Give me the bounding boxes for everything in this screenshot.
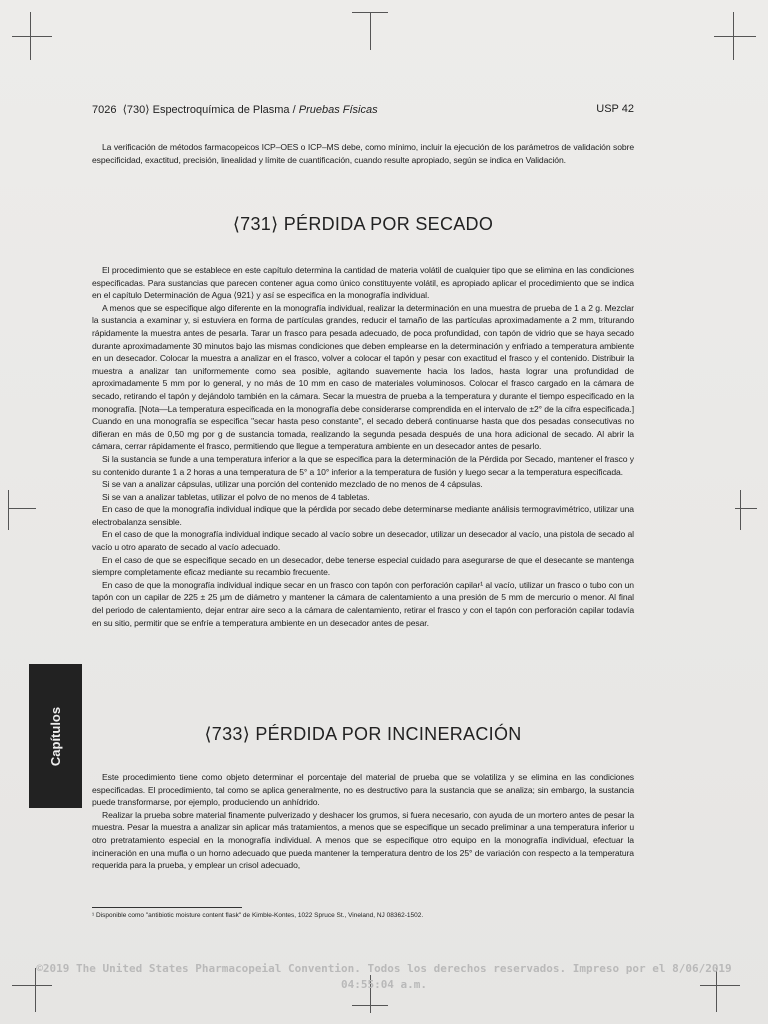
- paragraph: En el caso de que se especifique secado en un desecador, debe tenerse especial cuidado para asegurarse de que el desecante se mantenga siempre completamente eficaz mediante su recambio frecuente.: [92, 554, 634, 578]
- section-731-body: [92, 264, 634, 629]
- paragraph: Si se van a analizar tabletas, utilizar el polvo de no menos de 4 tabletas.: [102, 491, 370, 502]
- paragraph: Si la sustancia se funde a una temperatura inferior a la que se especifica para la determinación de la Pérdida por Secado, mantener el frasco y su contenido durante 1 a 2 horas a una temperatura de 5° a 10° inferior a la temperatura de fusión y luego secar a la temperatura especificada.: [92, 453, 634, 477]
- paragraph: Realizar la prueba sobre material finamente pulverizado y deshacer los grumos, si fuera necesario, con ayuda de un mortero antes de pesar la muestra. Pesar la muestra a analizar sin aplicar más tratamientos, a menos que se especifique un secado preliminar a una temperatura inferior u otro pretratamiento especial en la monografía individual. A menos que se especifique otro equipo en la monografía individual, efectuar la incineración en una mufla o un horno adecuado que pueda mantener la temperatura dentro de los 25° de variación con respecto a la temperatura requerida para la prueba, y emplear un crisol adecuado,: [92, 809, 634, 871]
- paragraph: El procedimiento que se establece en este capítulo determina la cantidad de materia volátil de cualquier tipo que se elimina en las condiciones especificadas. Para sustancias que parecen contener agua como único constituyente volátil, es apropiado aplicar el procedimiento que se indica en el capítulo Determinación de Agua ⟨921⟩ y así se especifica en la monografía individual.: [92, 265, 634, 301]
- paragraph: En caso de que la monografía individual indique secar en un frasco con tapón con perforación capilar¹ al vacío, utilizar un frasco o tubo con un tapón con un capilar de 225 ± 25 µm de diámetro y mantener la cámara de calentamiento a una presión de 5 mm de mercurio o menor. Al final del periodo de calentamiento, dejar entrar aire seco a la cámara de calentamiento, retirar el frasco y con el tapón con perforación capilar todavía en su sitio, permitir que se enfríe a temperatura ambiente en un desecador antes de pesar.: [92, 579, 634, 628]
- running-head: [92, 103, 634, 116]
- crop-mark: [370, 12, 371, 50]
- paragraph: Si se van a analizar cápsulas, utilizar una porción del contenido mezclado de no menos de 4 cápsulas.: [102, 479, 483, 490]
- side-tab: [29, 664, 82, 808]
- crop-mark: [735, 508, 757, 509]
- running-head-left: 7026 ⟨730⟩ Espectroquímica de Plasma / Pruebas Físicas: [92, 104, 378, 116]
- copyright-watermark: [0, 961, 768, 993]
- section-heading-733: ⟨733⟩ PÉRDIDA POR INCINERACIÓN: [204, 724, 522, 744]
- running-head-right: USP 42: [596, 103, 634, 115]
- footnote-rule: [92, 907, 242, 908]
- footnote: ¹ Disponible como "antibiotic moisture content flask" de Kimble-Kontes, 1022 Spruce St., Vineland, NJ 08362-1502.: [92, 912, 424, 919]
- crop-mark: [12, 36, 52, 37]
- crop-mark: [8, 490, 9, 530]
- watermark-line-1: ©2019 The United States Pharmacopeial Convention. Todos los derechos reservados. Impreso por el 8/06/2019: [36, 962, 732, 975]
- crop-mark: [740, 490, 741, 530]
- intro-paragraph: La verificación de métodos farmacopeicos ICP–OES o ICP–MS debe, como mínimo, incluir la ejecución de los parámetros de validación sobre especificidad, exactitud, precisión, linealidad y límite de cuantificación, cuando resulte apropiado, según se indica en Validación.: [92, 142, 634, 165]
- paragraph: En caso de que la monografía individual indique que la pérdida por secado debe determinarse mediante análisis termogravimétrico, utilizar una electrobalanza sensible.: [92, 504, 634, 527]
- paragraph: En el caso de que la monografía individual indique secado al vacío sobre un desecador, utilizar un desecador al vacío, una pistola de secado al vacío u otro aparato de secado al vacío adecuado.: [92, 529, 634, 553]
- section-heading-731: ⟨731⟩ PÉRDIDA POR SECADO: [232, 214, 494, 234]
- section-733-body: [92, 771, 634, 872]
- side-tab-label: Capítulos: [48, 706, 64, 766]
- paragraph: Este procedimiento tiene como objeto determinar el porcentaje del material de prueba que se volatiliza y se elimina en las condiciones especificadas. El procedimiento, tal como se aplica generalmente, no es destructivo para la sustancia que se analiza; sin embargo, la sustancia puede transformarse, por ejemplo, produciendo un anhídrido.: [92, 772, 634, 808]
- crop-mark: [352, 12, 388, 13]
- crop-mark: [714, 36, 756, 37]
- paragraph: A menos que se especifique algo diferente en la monografía individual, realizar la determinación en una muestra de prueba de 1 a 2 g. Mezclar la sustancia a examinar y, si estuviera en forma de partículas grandes, reducir el tamaño de las partículas aproximadamente a 2 mm, triturando rápidamente la muestra antes de pesarla. Tarar un frasco para pesada adecuado, de poca profundidad, con tapón de vidrio que se haya secado durante aproximadamente 30 minutos bajo las mismas condiciones que deben emplearse en la determinación y enfriado a temperatura ambiente en un desecador. Colocar la muestra a analizar en el frasco, volver a colocar el tapón y pesar con exactitud el frasco y el contenido. Distribuir la muestra a analizar tan uniformemente como sea posible, agitando suavemente hacia los lados, hasta lograr una profundidad de aproximadamente 5 mm por lo general, y no más de 10 mm en caso de materiales voluminosos. Colocar el frasco cargado en la cámara de secado, retirando el tapón y dejándolo también en la cámara. Secar la muestra de prueba a la temperatura y durante el tiempo especificado en la monografía. [Nota—La temperatura especificada en la monografía debe considerarse comprendida en el intervalo de ±2° de la cifra especificada.] Cuando en una monografía se especifica "secar hasta peso constante", el secado deberá continuarse hasta que dos pesadas consecutivas no difieran en más de 0,50 mg por g de sustancia tomada, realizando la segunda pesada después de una hora adicional de secado. Al abrir la cámara, cerrar rápidamente el frasco, permitiendo que llegue a temperatura ambiente en un desecador antes de pesarlo.: [92, 302, 634, 452]
- crop-mark: [352, 1005, 388, 1006]
- intro-text: [92, 141, 634, 166]
- crop-mark: [8, 508, 36, 509]
- watermark-line-2: 04:55:04 a.m.: [340, 978, 428, 991]
